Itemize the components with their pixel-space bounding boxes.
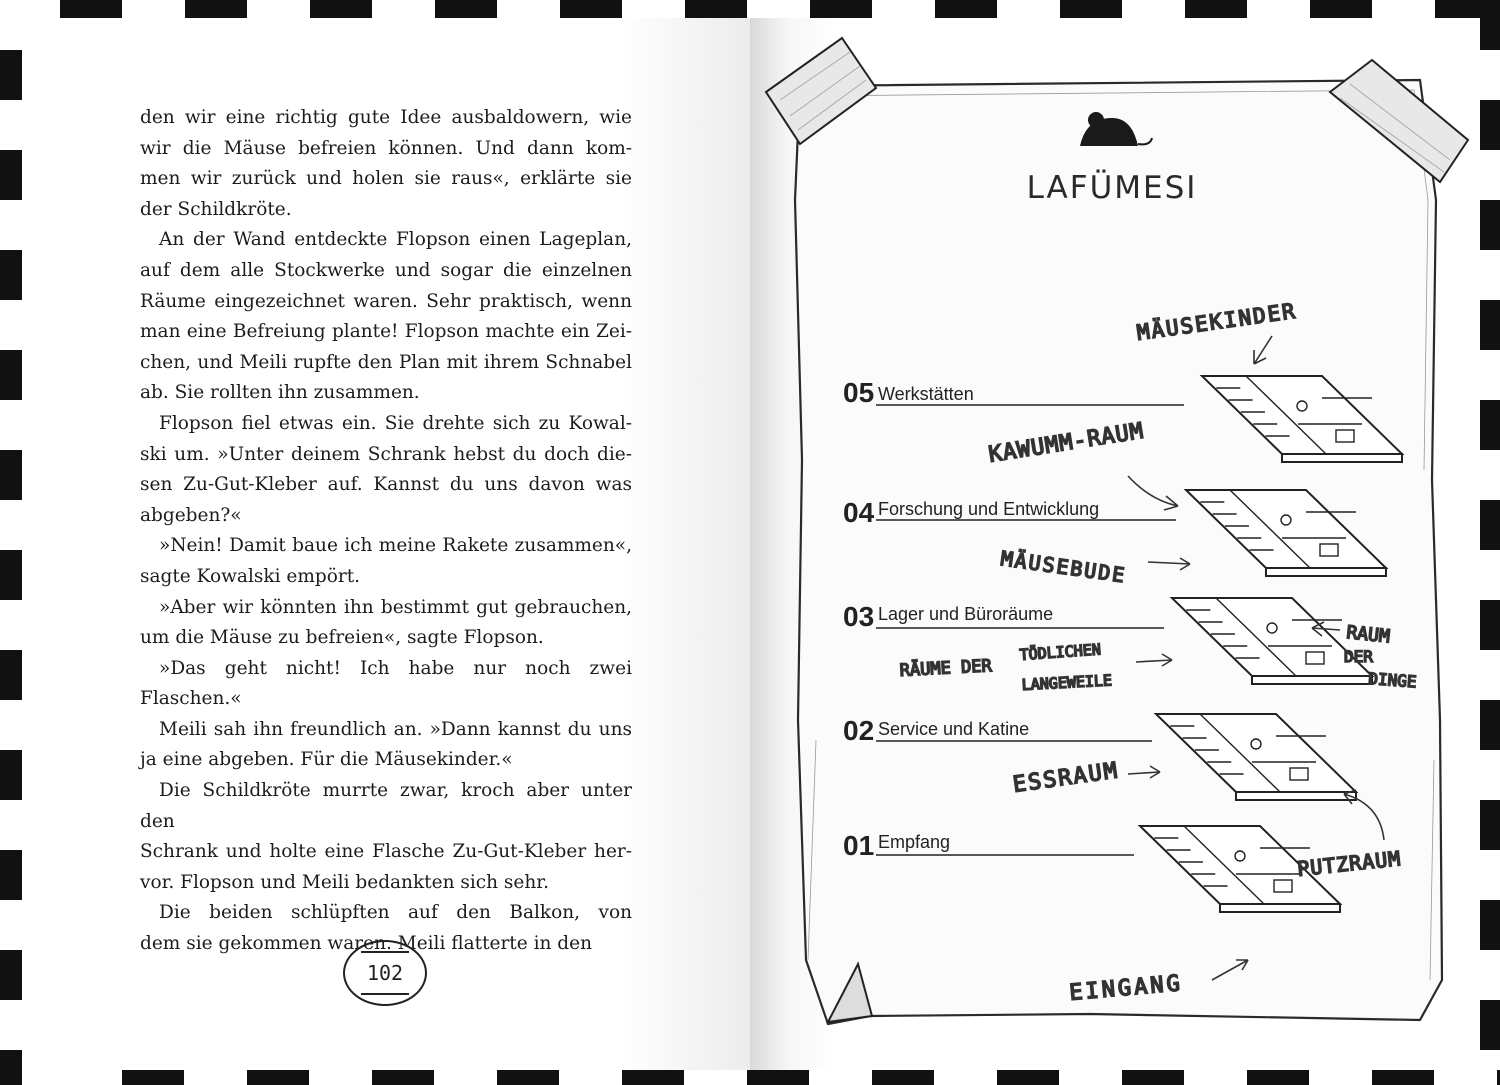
svg-text:DINGE: DINGE	[1367, 669, 1418, 692]
text-line: abgeben?«	[140, 504, 242, 526]
annotation-kawumm-raum: KAWUMM-RAUM	[987, 418, 1146, 468]
svg-text:05: 05	[843, 377, 875, 408]
text-line: sen Zu-Gut-Kleber auf. Kannst du uns davon was	[140, 474, 632, 496]
annotation-toedliche-langeweile: RÄUME DER	[899, 656, 993, 681]
text-line: men wir zurück und holen sie raus«, erklärte sie	[140, 168, 632, 190]
text-line: ja eine abgeben. Für die Mäusekinder.«	[140, 749, 513, 771]
annotation-essraum: ESSRAUM	[1011, 758, 1121, 798]
text-line: man eine Befreiung plante! Flopson machte ein Zei-	[140, 321, 632, 343]
text-line: »Nein! Damit baue ich meine Rakete zusammen«,	[159, 535, 632, 557]
text-line: Flopson fiel etwas ein. Sie drehte sich zu Kowal-	[159, 412, 632, 434]
page-number: 102	[343, 940, 427, 1006]
svg-text:DER: DER	[1344, 647, 1373, 666]
svg-text:TÖDLICHEN: TÖDLICHEN	[1019, 640, 1102, 664]
text-line: ab. Sie rollten ihn zusammen.	[140, 382, 420, 404]
building-plan-illustration	[750, 18, 1480, 1070]
text-line: Die Schildkröte murrte zwar, kroch aber unter den	[140, 780, 632, 832]
svg-text:LANGEWEILE: LANGEWEILE	[1021, 671, 1113, 694]
text-line: auf dem alle Stockwerke und sogar die einzelnen	[140, 259, 632, 281]
text-line: Schrank und holte eine Flasche Zu-Gut-Kleber her-	[140, 841, 632, 863]
svg-text:Werkstätten: Werkstätten	[878, 384, 974, 404]
svg-text:Lager und Büroräume: Lager und Büroräume	[878, 604, 1054, 624]
svg-text:02: 02	[843, 715, 875, 746]
svg-text:04: 04	[843, 497, 875, 528]
annotation-maeusekinder: MÄUSEKINDER	[1135, 298, 1299, 345]
text-line: »Aber wir könnten ihn bestimmt gut gebrauchen,	[159, 596, 632, 618]
annotation-raum-der-dinge: RAUM	[1345, 622, 1391, 648]
text-line: ski um. »Unter deinem Schrank hebst du doch die-	[140, 443, 632, 465]
annotation-putzraum: PUTZRAUM	[1296, 846, 1403, 881]
plan-title: LAFÜMESI	[1026, 170, 1198, 206]
svg-text:01: 01	[843, 830, 875, 861]
text-line: vor. Flopson und Meili bedankten sich sehr.	[140, 871, 549, 893]
text-line: chen, und Meili rupfte den Plan mit ihrem Schnabel	[140, 351, 632, 373]
text-line: den wir eine richtig gute Idee ausbaldowern, wie	[140, 107, 632, 128]
svg-text:Service und Katine: Service und Katine	[878, 719, 1030, 739]
story-text	[140, 103, 632, 960]
svg-text:Forschung und Entwicklung: Forschung und Entwicklung	[878, 499, 1100, 519]
text-line: um die Mäuse zu befreien«, sagte Flopson.	[140, 627, 544, 649]
svg-text:Empfang: Empfang	[878, 832, 951, 852]
text-line: sagte Kowalski empört.	[140, 565, 361, 587]
text-line: Meili sah ihn freundlich an. »Dann kannst du uns	[159, 718, 632, 740]
svg-text:03: 03	[843, 601, 875, 632]
text-line: der Schildkröte.	[140, 198, 292, 220]
text-line: wir die Mäuse befreien können. Und dann kom-	[140, 137, 632, 159]
text-line: »Das geht nicht! Ich habe nur noch zwei Flaschen.«	[140, 657, 632, 710]
text-line: Die beiden schlüpften auf den Balkon, von	[159, 902, 632, 924]
text-line: An der Wand entdeckte Flopson einen Lageplan,	[159, 229, 632, 251]
text-line: Räume eingezeichnet waren. Sehr praktisch, wenn	[140, 290, 632, 312]
annotation-eingang: EINGANG	[1068, 971, 1184, 1006]
annotation-maeusebude: MÄUSEBUDE	[999, 546, 1128, 588]
text-line: dem sie gekommen waren. Meili flatterte in den	[140, 933, 592, 955]
